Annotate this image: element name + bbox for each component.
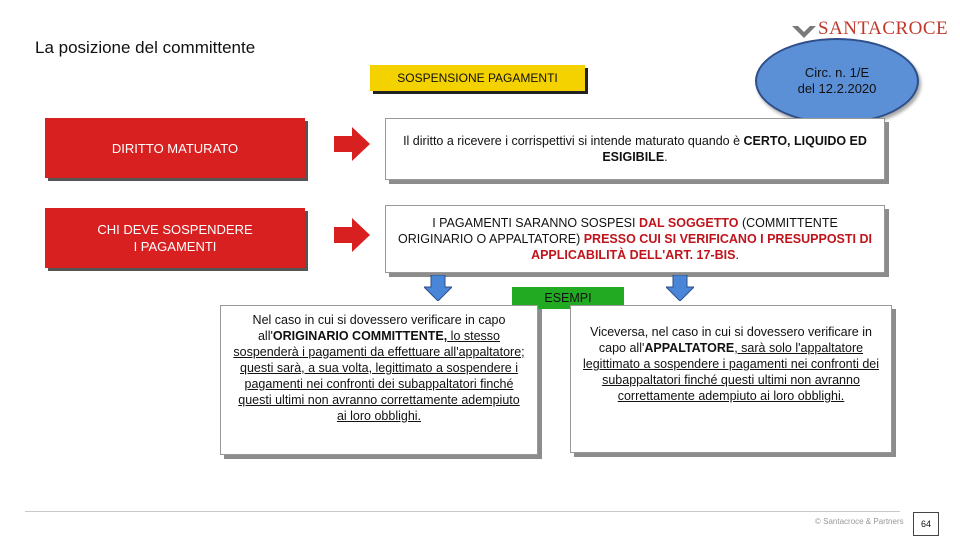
arrow-down-icon	[424, 275, 452, 301]
row-2-t1: I PAGAMENTI SARANNO SOSPESI	[432, 216, 639, 230]
row-2-t4: PRESSO CUI SI VERIFICANO I PRESUPPOSTI DI APPLICABILITÀ DELL'ART. 17-BIS	[531, 232, 872, 262]
arrow-down-icon	[666, 275, 694, 301]
logo-text: SANTACROCE	[818, 18, 949, 39]
badge-line-2: del 12.2.2020	[797, 81, 877, 96]
row-1-end: .	[664, 150, 668, 164]
example-1-post: lo stesso sospenderà i pagamenti da effettuare all'appaltatore; questi sarà, a sua volta, legittimato a sospendere i pagamenti nei confronti dei subappaltatori finché questi ultimi non avranno correttamente adempiuto ai loro obblighi.	[233, 329, 525, 423]
examples-tag: ESEMPI	[512, 287, 624, 309]
row-2-description	[385, 205, 885, 273]
arrow-right-icon	[334, 127, 370, 161]
footer-divider	[25, 511, 900, 512]
label-diritto-maturato	[45, 118, 305, 178]
page-number: 64	[913, 512, 939, 536]
row-1-description	[385, 118, 885, 180]
footer-copyright: © Santacroce & Partners	[815, 517, 904, 526]
example-2-pre: Viceversa, nel caso in cui si dovessero verificare in capo all'	[590, 325, 872, 355]
label-chi-deve-sospendere	[45, 208, 305, 268]
example-2-post: , sarà solo l'appaltatore legittimato a sospendere i pagamenti nei confronti dei subappaltatori finché questi ultimi non avranno correttamente adempiuto ai loro obblighi.	[583, 341, 880, 403]
badge-line-1: Circ. n. 1/E	[804, 65, 870, 80]
example-2	[570, 305, 892, 453]
row-2-t3: (COMMITTENTE ORIGINARIO O APPALTATORE)	[398, 216, 838, 246]
row-1-label: DIRITTO MATURATO	[111, 140, 239, 156]
arrow-right-icon	[334, 218, 370, 252]
row-1-text: Il diritto a ricevere i corrispettivi si intende maturato quando è	[403, 134, 744, 148]
section-tag: SOSPENSIONE PAGAMENTI	[370, 65, 585, 91]
row-2-label-line-2: I PAGAMENTI	[133, 239, 217, 254]
example-1-pre: Nel caso in cui si dovessero verificare in capo all'	[252, 313, 506, 343]
row-2-t2: DAL SOGGETTO	[638, 216, 739, 230]
page-title: La posizione del committente	[35, 38, 256, 57]
row-2-label-line-1: CHI DEVE SOSPENDERE	[97, 222, 253, 237]
row-1-bold: CERTO, LIQUIDO ED ESIGIBILE	[602, 134, 867, 164]
circular-badge	[755, 38, 919, 124]
example-1	[220, 305, 538, 455]
example-1-bold: ORIGINARIO COMMITTENTE,	[272, 329, 448, 343]
row-2-t5: .	[735, 248, 739, 262]
example-2-bold: APPALTATORE	[644, 341, 735, 355]
